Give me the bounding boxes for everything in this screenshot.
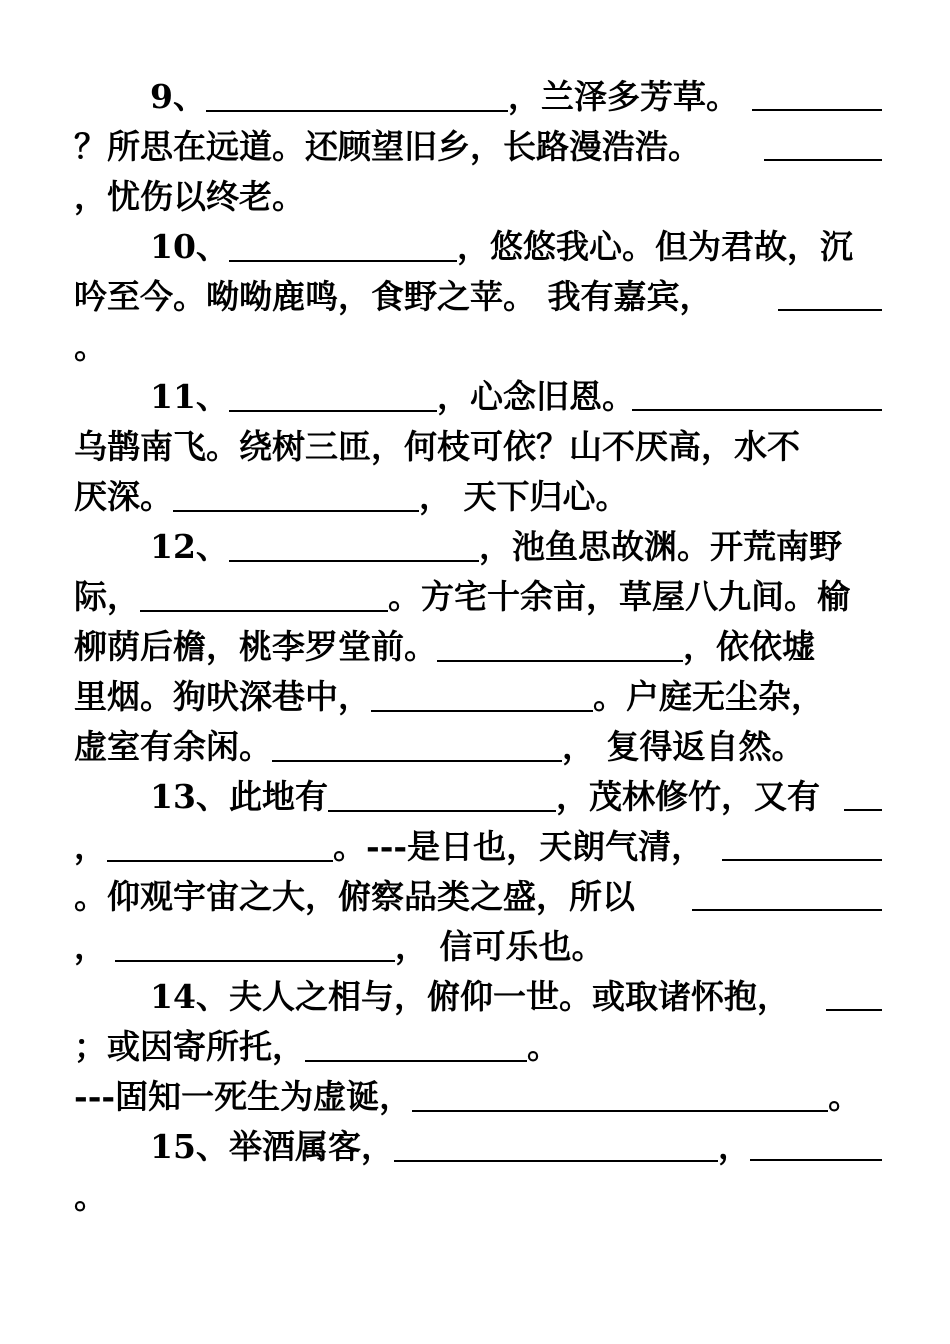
q10-text: ，悠悠我心。但为君故，沉	[456, 227, 853, 266]
q15-text: 举酒属客，	[228, 1127, 394, 1166]
q9-number: 9、	[150, 77, 206, 116]
q12-text: 里烟。狗吠深巷中，	[74, 677, 371, 716]
answer-blank[interactable]	[722, 829, 882, 861]
q15-line-2	[74, 1172, 882, 1222]
q13-text: ，	[74, 927, 107, 966]
answer-blank[interactable]	[305, 1030, 527, 1062]
answer-blank[interactable]	[140, 580, 388, 612]
q13-line-2	[74, 822, 882, 872]
q9-line-3	[74, 172, 882, 222]
q12-line-3	[74, 622, 882, 672]
answer-blank[interactable]	[229, 530, 479, 562]
q10-line-1	[74, 222, 882, 272]
q14-text: 。	[828, 1077, 862, 1116]
answer-blank[interactable]	[632, 379, 882, 411]
q12-text: ， 复得返自然。	[562, 727, 805, 766]
q14-text: ---固知一死生为虚诞，	[74, 1077, 413, 1116]
q11-text: 乌鹊南飞。绕树三匝，何枝可依？山不厌高，水不	[74, 427, 800, 466]
q11-text: ， 天下归心。	[419, 477, 629, 516]
q9-line-1	[74, 72, 882, 122]
answer-blank[interactable]	[229, 380, 437, 412]
answer-blank[interactable]	[272, 730, 562, 762]
answer-blank[interactable]	[371, 680, 593, 712]
q9-text: ，兰泽多芳草。	[507, 77, 739, 116]
q10-text: 。	[74, 327, 107, 366]
q13-text: ，茂林修竹，又有	[555, 777, 820, 816]
q12-line-5	[74, 722, 882, 772]
q12-line-1	[74, 522, 882, 572]
q12-text: 虚室有余闲。	[74, 727, 272, 766]
answer-blank[interactable]	[752, 79, 882, 111]
answer-blank[interactable]	[394, 1130, 718, 1162]
q12-text: ，依依墟	[683, 627, 815, 666]
q10-number: 10、	[150, 227, 229, 266]
q11-number: 11、	[150, 377, 229, 416]
q13-line-4	[74, 922, 882, 972]
answer-blank[interactable]	[750, 1129, 882, 1161]
q14-text: 夫人之相与，俯仰一世。或取诸怀抱，	[228, 977, 790, 1016]
q13-text: 。---是日也，天朗气清，	[333, 827, 705, 866]
q13-line-1	[74, 772, 882, 822]
q12-number: 12、	[150, 527, 229, 566]
q9-text: ，忧伤以终老。	[74, 177, 305, 216]
answer-blank[interactable]	[437, 630, 683, 662]
q10-line-2	[74, 272, 882, 322]
answer-blank[interactable]	[692, 879, 882, 911]
q15-text: ，	[717, 1127, 751, 1166]
answer-blank[interactable]	[412, 1080, 828, 1112]
q14-text: 。	[527, 1027, 560, 1066]
q13-line-3	[74, 872, 882, 922]
q12-line-2	[74, 572, 882, 622]
q12-text: 柳荫后檐，桃李罗堂前。	[74, 627, 437, 666]
q15-number: 15、	[150, 1127, 229, 1166]
answer-blank[interactable]	[778, 279, 882, 311]
q13-text: 。仰观宇宙之大，俯察品类之盛，所以	[74, 877, 635, 916]
q11-line-2	[74, 422, 882, 472]
q15-line-1	[74, 1122, 882, 1172]
q12-text: 。户庭无尘杂，	[593, 677, 824, 716]
q13-text: 此地有	[228, 777, 328, 816]
q13-text: ， 信可乐也。	[395, 927, 605, 966]
q13-number: 13、	[150, 777, 229, 816]
q14-line-2	[74, 1022, 882, 1072]
q12-line-4	[74, 672, 882, 722]
answer-blank[interactable]	[229, 230, 457, 262]
q9-line-2	[74, 122, 882, 172]
q14-line-1	[74, 972, 882, 1022]
q12-text: ，池鱼思故渊。开荒南野	[478, 527, 842, 566]
q12-text: 际，	[74, 577, 140, 616]
answer-blank[interactable]	[826, 979, 882, 1011]
answer-blank[interactable]	[173, 480, 419, 512]
q10-text: 吟至今。呦呦鹿鸣，食野之苹。 我有嘉宾，	[74, 277, 713, 316]
q15-text: 。	[74, 1177, 107, 1216]
answer-blank[interactable]	[328, 780, 556, 812]
q14-line-3	[74, 1072, 882, 1122]
q14-text: ；或因寄所托，	[74, 1027, 305, 1066]
answer-blank[interactable]	[107, 830, 333, 862]
q11-text: ，心念旧恩。	[436, 377, 635, 416]
answer-blank[interactable]	[206, 80, 508, 112]
q11-text: 厌深。	[74, 477, 173, 516]
worksheet	[74, 72, 882, 1222]
q11-line-3	[74, 472, 882, 522]
q14-number: 14、	[150, 977, 229, 1016]
answer-blank[interactable]	[115, 930, 395, 962]
q11-line-1	[74, 372, 882, 422]
q12-text: 。方宅十余亩，草屋八九间。榆	[388, 577, 850, 616]
q13-text: ，	[74, 827, 107, 866]
answer-blank[interactable]	[844, 779, 882, 811]
answer-blank[interactable]	[764, 129, 882, 161]
q9-text: ？所思在远道。还顾望旧乡，长路漫浩浩。	[74, 127, 701, 166]
q10-line-3	[74, 322, 882, 372]
